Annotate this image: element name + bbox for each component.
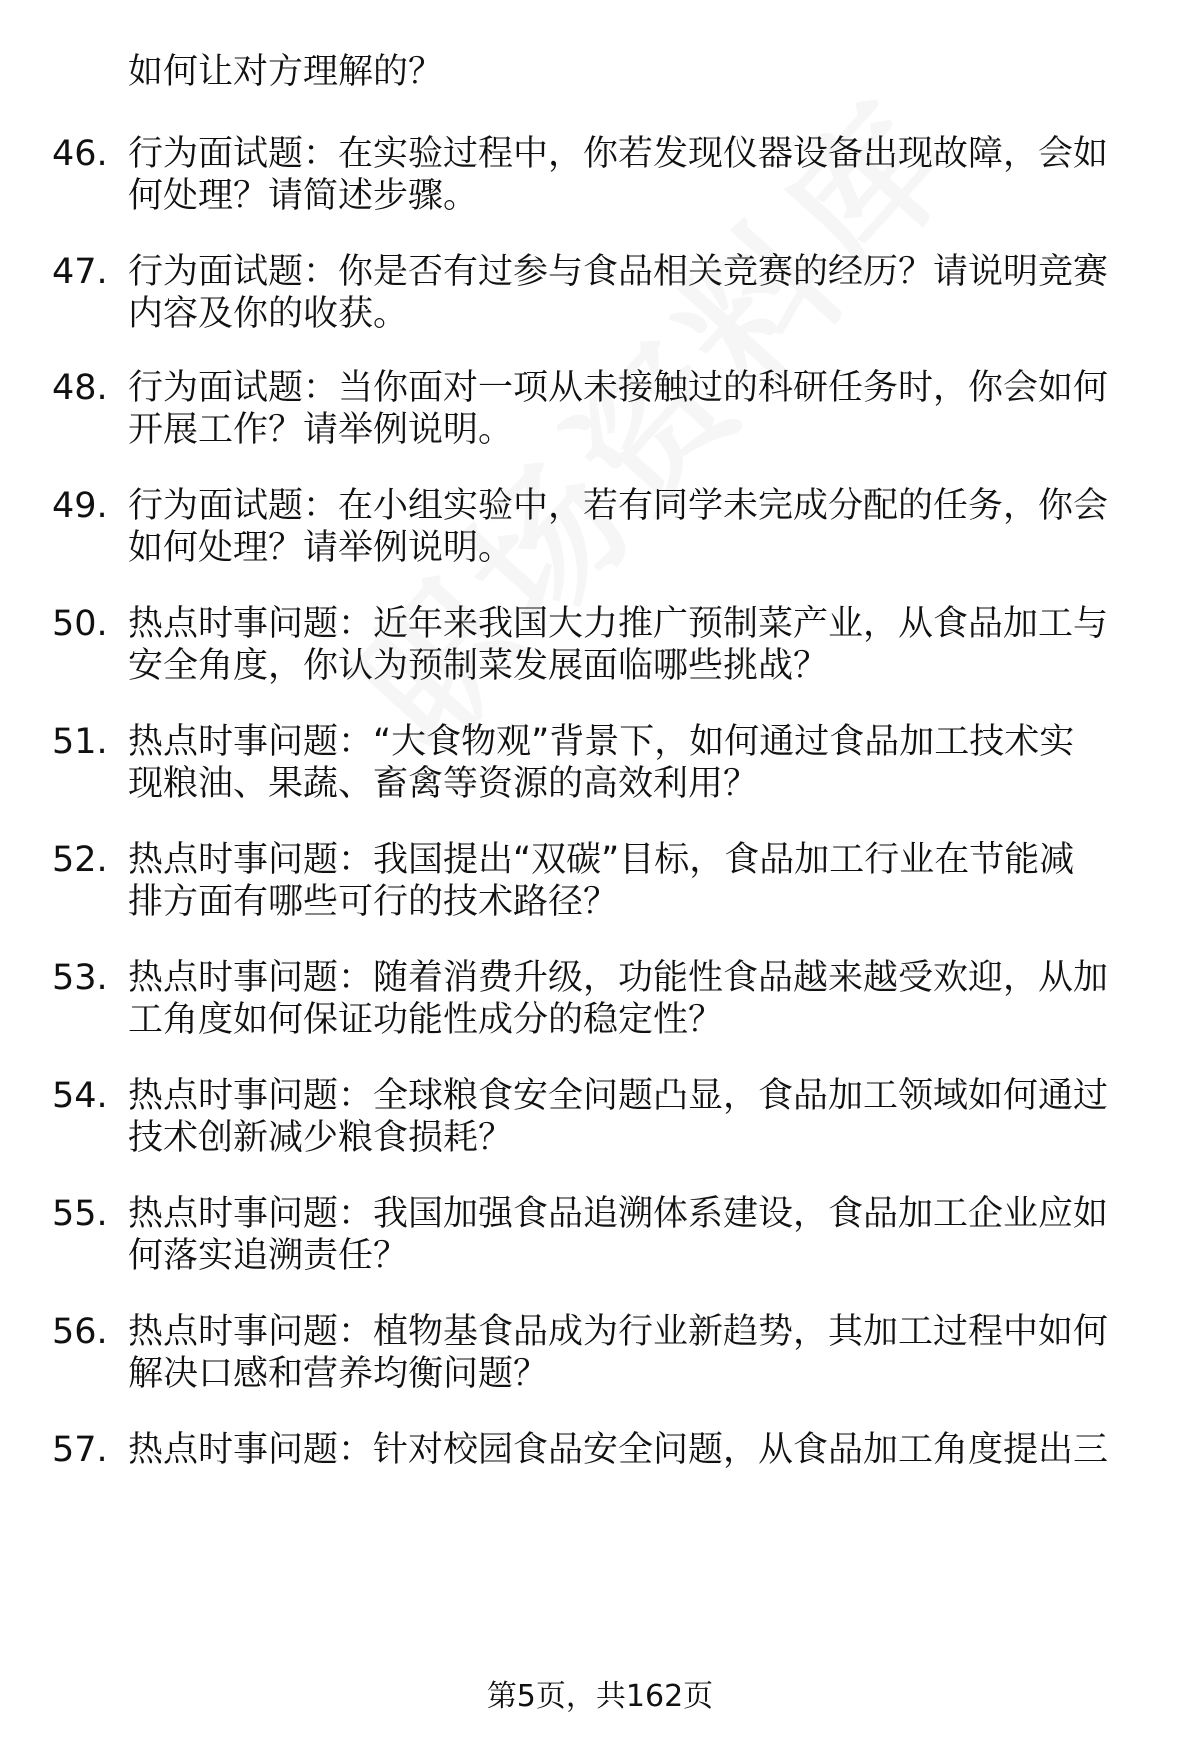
question-number: 54. [52, 1076, 108, 1116]
page-footer: 第5页，共162页 [486, 1679, 714, 1714]
question-line: 工角度如何保证功能性成分的稳定性？ [128, 1000, 724, 1040]
question-number: 51. [52, 722, 108, 762]
question-number: 57. [52, 1430, 108, 1470]
question-line: 热点时事问题：近年来我国大力推广预制菜产业，从食品加工与 [128, 604, 1109, 644]
question-line: 何落实追溯责任？ [128, 1236, 409, 1276]
question-number: 46. [52, 134, 108, 174]
question-line: 安全角度，你认为预制菜发展面临哪些挑战？ [128, 646, 829, 686]
question-line: 行为面试题：当你面对一项从未接触过的科研任务时，你会如何 [128, 368, 1109, 408]
question-line: 如何处理？请举例说明。 [128, 528, 514, 568]
question-line: 热点时事问题：“大食物观”背景下，如何通过食品加工技术实 [128, 722, 1075, 762]
question-line: 何处理？请简述步骤。 [128, 176, 479, 216]
question-number: 49. [52, 486, 108, 526]
question-line: 技术创新减少粮食损耗？ [128, 1118, 514, 1158]
question-number: 53. [52, 958, 108, 998]
question-number: 56. [52, 1312, 108, 1352]
question-line: 热点时事问题：全球粮食安全问题凸显，食品加工领域如何通过 [128, 1076, 1109, 1116]
question-line: 现粮油、果蔬、畜禽等资源的高效利用？ [128, 764, 759, 804]
question-line: 解决口感和营养均衡问题？ [128, 1354, 549, 1394]
question-line: 行为面试题：在小组实验中，若有同学未完成分配的任务，你会 [128, 486, 1109, 526]
intro-line: 如何让对方理解的？ [128, 52, 444, 92]
question-line: 热点时事问题：针对校园食品安全问题，从食品加工角度提出三 [128, 1430, 1109, 1470]
question-line: 开展工作？请举例说明。 [128, 410, 514, 450]
question-line: 热点时事问题：我国提出“双碳”目标，食品加工行业在节能减 [128, 840, 1075, 880]
question-line: 排方面有哪些可行的技术路径？ [128, 882, 619, 922]
question-number: 55. [52, 1194, 108, 1234]
question-number: 48. [52, 368, 108, 408]
question-line: 行为面试题：在实验过程中，你若发现仪器设备出现故障，会如 [128, 134, 1109, 174]
question-number: 50. [52, 604, 108, 644]
question-line: 热点时事问题：我国加强食品追溯体系建设，食品加工企业应如 [128, 1194, 1109, 1234]
question-number: 52. [52, 840, 108, 880]
question-line: 热点时事问题：随着消费升级，功能性食品越来越受欢迎，从加 [128, 958, 1109, 998]
question-line: 行为面试题：你是否有过参与食品相关竞赛的经历？请说明竞赛 [128, 252, 1109, 292]
question-line: 内容及你的收获。 [128, 294, 409, 334]
question-line: 热点时事问题：植物基食品成为行业新趋势，其加工过程中如何 [128, 1312, 1109, 1352]
question-number: 47. [52, 252, 108, 292]
